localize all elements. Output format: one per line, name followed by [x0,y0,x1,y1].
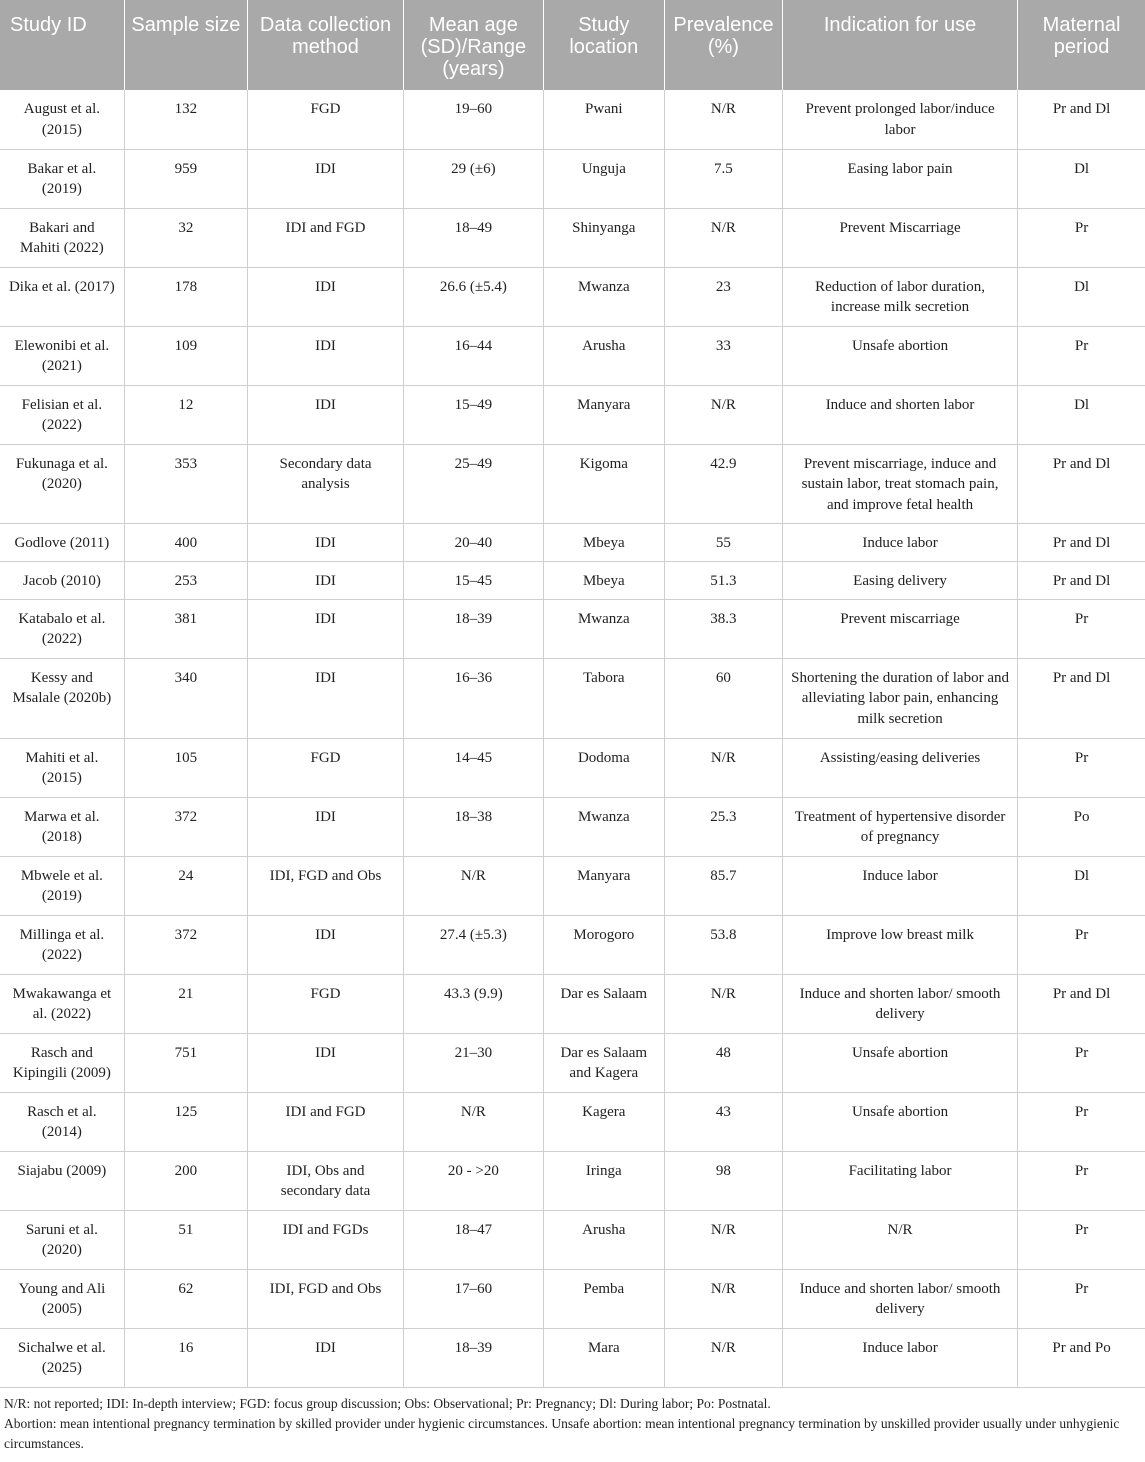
table-cell: IDI, FGD and Obs [247,856,403,915]
table-cell: Arusha [543,1210,664,1269]
table-cell: IDI [247,599,403,658]
table-cell: Tabora [543,658,664,738]
table-cell: Katabalo et al. (2022) [0,599,124,658]
table-cell: N/R [664,1210,782,1269]
table-cell: Easing delivery [782,561,1017,599]
table-cell: Iringa [543,1151,664,1210]
table-cell: Pr and Dl [1018,444,1145,523]
table-cell: Mwanza [543,599,664,658]
table-cell: Mbwele et al. (2019) [0,856,124,915]
table-cell: IDI, Obs and secondary data [247,1151,403,1210]
table-cell: IDI [247,658,403,738]
table-cell: 751 [124,1033,247,1092]
table-cell: Felisian et al. (2022) [0,385,124,444]
table-cell: 18–38 [404,797,544,856]
table-cell: Induce and shorten labor/ smooth delivery [782,1269,1017,1328]
table-row [0,738,1145,797]
table-cell: IDI [247,561,403,599]
table-cell: Facilitating labor [782,1151,1017,1210]
table-cell: 43 [664,1092,782,1151]
table-cell: Secondary data analysis [247,444,403,523]
table-cell: IDI [247,1033,403,1092]
table-cell: 32 [124,208,247,267]
table-cell: Pr [1018,208,1145,267]
table-cell: N/R [664,1269,782,1328]
table-cell: Mahiti et al. (2015) [0,738,124,797]
table-cell: Pr [1018,1151,1145,1210]
table-row [0,856,1145,915]
table-cell: Mwanza [543,267,664,326]
table-cell: 253 [124,561,247,599]
table-cell: 53.8 [664,915,782,974]
table-cell: 25–49 [404,444,544,523]
table-row [0,561,1145,599]
table-cell: N/R [664,974,782,1033]
table-cell: N/R [664,90,782,149]
column-header: Indication for use [782,0,1017,90]
table-cell: N/R [782,1210,1017,1269]
table-cell: Unsafe abortion [782,1092,1017,1151]
table-cell: IDI [247,797,403,856]
table-row [0,90,1145,149]
table-cell: 400 [124,523,247,561]
table-cell: 48 [664,1033,782,1092]
table-cell: Dika et al. (2017) [0,267,124,326]
table-cell: Pr [1018,1210,1145,1269]
table-cell: Fukunaga et al. (2020) [0,444,124,523]
table-cell: Rasch et al. (2014) [0,1092,124,1151]
column-header: Mean age (SD)/Range (years) [404,0,544,90]
table-cell: Induce and shorten labor/ smooth delivery [782,974,1017,1033]
table-cell: Improve low breast milk [782,915,1017,974]
table-cell: Pr and Dl [1018,658,1145,738]
table-cell: N/R [664,385,782,444]
table-cell: 51.3 [664,561,782,599]
table-cell: Kigoma [543,444,664,523]
table-cell: 340 [124,658,247,738]
table-cell: Jacob (2010) [0,561,124,599]
table-cell: Mbeya [543,523,664,561]
table-cell: Treatment of hypertensive disorder of pregnancy [782,797,1017,856]
footnote-abbreviations: N/R: not reported; IDI: In-depth interview; FGD: focus group discussion; Obs: Observational; Pr: Pregnancy; Dl: During labor; Po: Postnatal. [4,1395,771,1411]
table-cell: Dl [1018,149,1145,208]
table-cell: 18–39 [404,599,544,658]
table-cell: FGD [247,738,403,797]
table-cell: Marwa et al. (2018) [0,797,124,856]
table-cell: Mwanza [543,797,664,856]
table-cell: Shortening the duration of labor and alleviating labor pain, enhancing milk secretion [782,658,1017,738]
table-cell: Dodoma [543,738,664,797]
table-cell: Pr and Dl [1018,90,1145,149]
table-row [0,1328,1145,1387]
table-cell: Sichalwe et al. (2025) [0,1328,124,1387]
table-cell: Bakari and Mahiti (2022) [0,208,124,267]
table-cell: 25.3 [664,797,782,856]
table-cell: 19–60 [404,90,544,149]
table-cell: Mara [543,1328,664,1387]
table-cell: Po [1018,797,1145,856]
table-cell: 200 [124,1151,247,1210]
table-cell: Mbeya [543,561,664,599]
table-body [0,90,1145,1387]
table-cell: Pr and Po [1018,1328,1145,1387]
table-cell: Pr [1018,738,1145,797]
table-cell: IDI, FGD and Obs [247,1269,403,1328]
table-cell: 43.3 (9.9) [404,974,544,1033]
table-cell: IDI [247,267,403,326]
table-cell: 21–30 [404,1033,544,1092]
table-cell: 98 [664,1151,782,1210]
table-cell: Mwakawanga et al. (2022) [0,974,124,1033]
table-row [0,599,1145,658]
table-cell: 372 [124,915,247,974]
table-cell: 23 [664,267,782,326]
table-cell: 60 [664,658,782,738]
table-cell: 20 - >20 [404,1151,544,1210]
table-row [0,444,1145,523]
table-cell: 18–49 [404,208,544,267]
table-cell: 21 [124,974,247,1033]
table-cell: 12 [124,385,247,444]
table-cell: Saruni et al. (2020) [0,1210,124,1269]
table-cell: 38.3 [664,599,782,658]
table-row [0,974,1145,1033]
table-cell: Unsafe abortion [782,1033,1017,1092]
column-header: Sample size [124,0,247,90]
table-cell: 16–36 [404,658,544,738]
table-cell: 15–49 [404,385,544,444]
table-cell: Dl [1018,385,1145,444]
table-cell: Godlove (2011) [0,523,124,561]
table-cell: Pemba [543,1269,664,1328]
column-header: Maternal period [1018,0,1145,90]
column-header: Study ID [0,0,124,90]
table-cell: 959 [124,149,247,208]
table-cell: 132 [124,90,247,149]
table-row [0,267,1145,326]
table-cell: Prevent miscarriage [782,599,1017,658]
table-cell: 7.5 [664,149,782,208]
table-cell: 29 (±6) [404,149,544,208]
table-cell: Prevent miscarriage, induce and sustain labor, treat stomach pain, and improve fetal health [782,444,1017,523]
column-header: Prevalence (%) [664,0,782,90]
header-row [0,0,1145,90]
table-cell: 15–45 [404,561,544,599]
table-cell: IDI [247,326,403,385]
table-cell: IDI [247,915,403,974]
table-cell: Millinga et al. (2022) [0,915,124,974]
table-cell: N/R [404,1092,544,1151]
table-cell: 85.7 [664,856,782,915]
table-cell: Pwani [543,90,664,149]
table-cell: Elewonibi et al. (2021) [0,326,124,385]
table-cell: N/R [664,738,782,797]
table-cell: Prevent prolonged labor/induce labor [782,90,1017,149]
table-row [0,797,1145,856]
column-header: Data collection method [247,0,403,90]
table-row [0,658,1145,738]
table-cell: August et al. (2015) [0,90,124,149]
table-cell: 24 [124,856,247,915]
table-cell: Assisting/easing deliveries [782,738,1017,797]
table-cell: Reduction of labor duration, increase milk secretion [782,267,1017,326]
table-cell: 42.9 [664,444,782,523]
table-cell: IDI and FGD [247,208,403,267]
table-cell: 51 [124,1210,247,1269]
table-cell: Pr [1018,1092,1145,1151]
table-cell: 381 [124,599,247,658]
table-cell: 109 [124,326,247,385]
table-cell: 18–39 [404,1328,544,1387]
table-cell: 20–40 [404,523,544,561]
table-cell: Rasch and Kipingili (2009) [0,1033,124,1092]
table-cell: Dl [1018,267,1145,326]
table-cell: FGD [247,974,403,1033]
table-cell: Dl [1018,856,1145,915]
table-cell: Bakar et al. (2019) [0,149,124,208]
table-cell: 16 [124,1328,247,1387]
table-cell: Manyara [543,385,664,444]
table-row [0,1092,1145,1151]
table-cell: 55 [664,523,782,561]
table-cell: Pr [1018,915,1145,974]
table-cell: Shinyanga [543,208,664,267]
table-cell: FGD [247,90,403,149]
table-cell: 125 [124,1092,247,1151]
table-cell: IDI [247,1328,403,1387]
table-cell: Pr [1018,326,1145,385]
table-cell: Easing labor pain [782,149,1017,208]
table-footnotes [0,1388,1145,1454]
table-row [0,208,1145,267]
table-row [0,1210,1145,1269]
table-cell: Kagera [543,1092,664,1151]
table-row [0,1269,1145,1328]
table-row [0,1033,1145,1092]
table-cell: Dar es Salaam and Kagera [543,1033,664,1092]
table-cell: IDI and FGDs [247,1210,403,1269]
table-cell: Pr [1018,1269,1145,1328]
table-row [0,385,1145,444]
table-cell: Induce labor [782,856,1017,915]
table-cell: 62 [124,1269,247,1328]
table-cell: 16–44 [404,326,544,385]
table-cell: Unguja [543,149,664,208]
table-header [0,0,1145,90]
table-cell: Unsafe abortion [782,326,1017,385]
table-cell: Induce and shorten labor [782,385,1017,444]
table-row [0,326,1145,385]
table-row [0,915,1145,974]
table-row [0,149,1145,208]
table-cell: Arusha [543,326,664,385]
table-cell: Pr and Dl [1018,523,1145,561]
table-cell: 353 [124,444,247,523]
table-cell: Morogoro [543,915,664,974]
table-cell: Pr and Dl [1018,974,1145,1033]
table-cell: Prevent Miscarriage [782,208,1017,267]
table-cell: IDI [247,385,403,444]
footnote-abortion-definition: Abortion: mean intentional pregnancy termination by skilled provider under hygienic circumstances. Unsafe abortion: mean intentional pregnancy termination by unskilled provider usually under unhygienic circumstances. [4,1415,1120,1451]
table-cell: 33 [664,326,782,385]
table-cell: Pr [1018,599,1145,658]
table-cell: 18–47 [404,1210,544,1269]
column-header: Study location [543,0,664,90]
table-cell: Young and Ali (2005) [0,1269,124,1328]
table-cell: IDI [247,523,403,561]
table-cell: 14–45 [404,738,544,797]
table-cell: Pr [1018,1033,1145,1092]
table-cell: Kessy and Msalale (2020b) [0,658,124,738]
table-row [0,523,1145,561]
table-cell: IDI [247,149,403,208]
table-cell: IDI and FGD [247,1092,403,1151]
table-cell: Induce labor [782,523,1017,561]
table-cell: N/R [404,856,544,915]
table-cell: 26.6 (±5.4) [404,267,544,326]
table-cell: Pr and Dl [1018,561,1145,599]
table-row [0,1151,1145,1210]
table-cell: Induce labor [782,1328,1017,1387]
table-cell: N/R [664,1328,782,1387]
table-cell: 27.4 (±5.3) [404,915,544,974]
table-cell: 372 [124,797,247,856]
table-cell: N/R [664,208,782,267]
table-cell: 17–60 [404,1269,544,1328]
table-cell: Manyara [543,856,664,915]
table-cell: Dar es Salaam [543,974,664,1033]
table-cell: Siajabu (2009) [0,1151,124,1210]
table-cell: 105 [124,738,247,797]
table-cell: 178 [124,267,247,326]
